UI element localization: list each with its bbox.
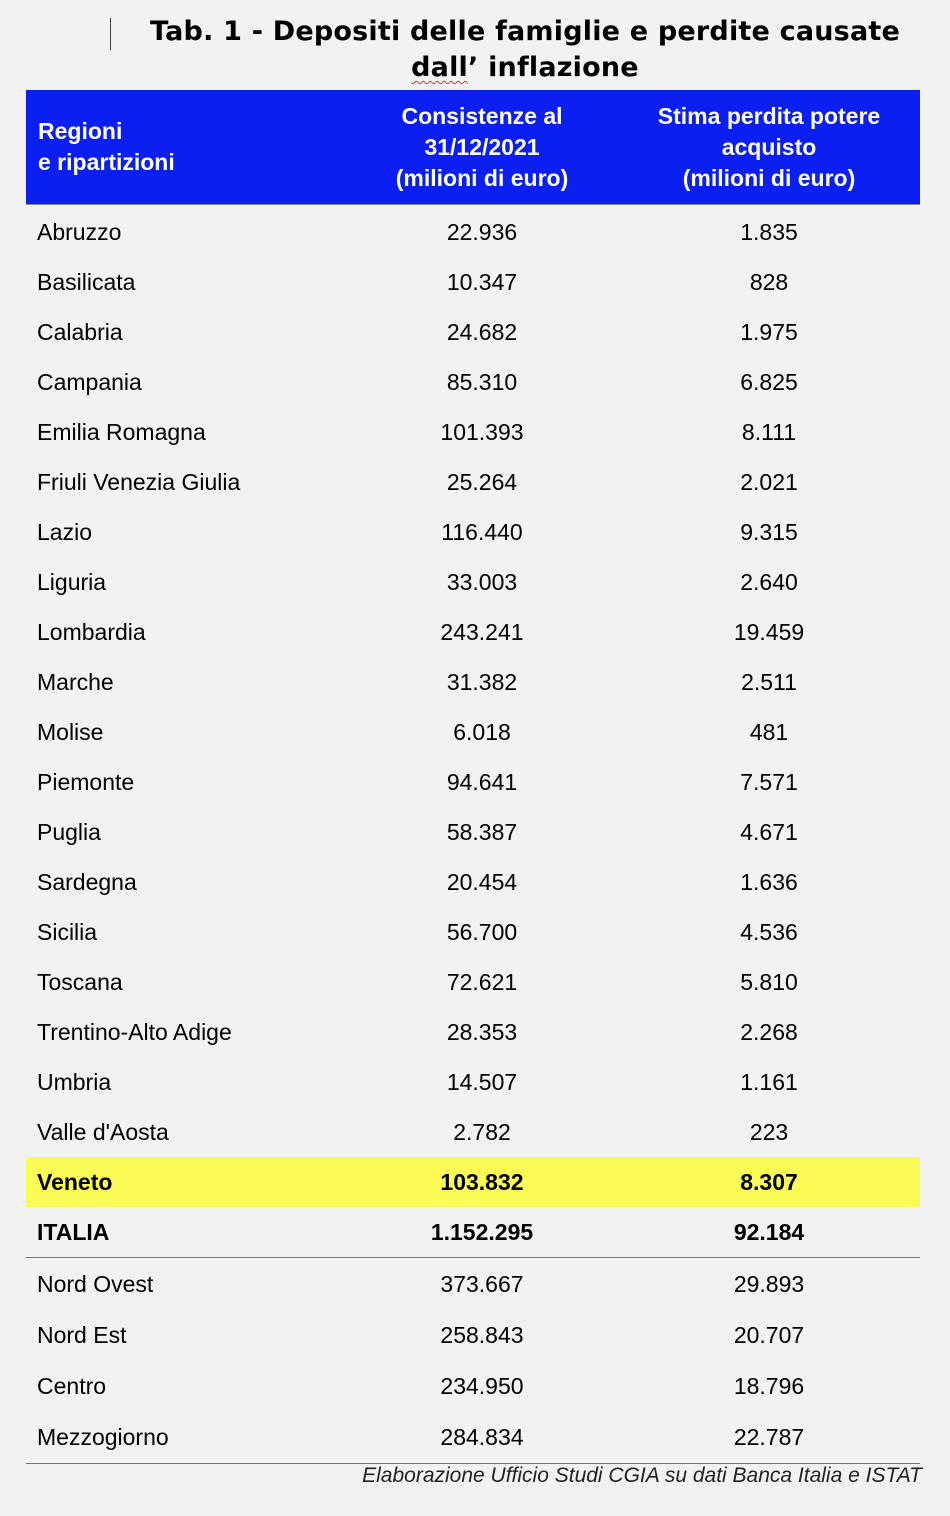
depositi-value: 14.507 — [446, 1068, 518, 1095]
table-row — [26, 307, 920, 357]
perdita-value: 1.975 — [740, 318, 798, 345]
table-row — [26, 557, 920, 607]
perdita-value: 6.825 — [740, 368, 798, 395]
perdita-value: 8.111 — [741, 418, 797, 445]
table-row — [26, 607, 920, 657]
region-name: Molise — [37, 718, 104, 745]
depositi-value: 58.387 — [446, 818, 518, 845]
perdita-value: 2.021 — [740, 468, 798, 495]
table-row — [26, 957, 920, 1007]
table-header — [26, 90, 920, 204]
perdita-value: 18.796 — [733, 1373, 805, 1399]
perdita-value: 4.536 — [740, 918, 798, 945]
perdita-value: 1.835 — [740, 218, 798, 245]
depositi-value: 20.454 — [446, 868, 518, 895]
region-name: Valle d'Aosta — [37, 1118, 169, 1145]
perdita-value: 828 — [749, 268, 789, 295]
area-rows — [26, 1258, 920, 1464]
table-row — [26, 257, 920, 307]
table-row — [26, 1107, 920, 1157]
depositi-value: 24.682 — [446, 318, 518, 345]
table-row — [26, 207, 920, 257]
depositi-value: 101.393 — [440, 418, 524, 445]
depositi-value: 31.382 — [446, 668, 518, 695]
region-name: Umbria — [37, 1068, 112, 1095]
table-row — [26, 357, 920, 407]
source-note: Elaborazione Ufficio Studi CGIA su dati Banca Italia e ISTAT — [362, 1464, 922, 1487]
region-name: Calabria — [37, 318, 123, 345]
depositi-value: 373.667 — [440, 1271, 524, 1297]
perdita-value: 7.571 — [740, 768, 798, 795]
perdita-value: 1.161 — [740, 1068, 798, 1095]
perdita-value: 9.315 — [740, 518, 798, 545]
perdita-value: 92.184 — [733, 1218, 805, 1245]
table-row — [26, 1057, 920, 1107]
perdita-value: 223 — [749, 1118, 789, 1145]
table-row — [26, 757, 920, 807]
table-row — [26, 1361, 920, 1412]
region-name: Veneto — [37, 1168, 113, 1195]
title-line-1: Tab. 1 - Depositi delle famiglie e perdite causate — [149, 16, 900, 47]
header-stima-line: acquisto — [721, 133, 817, 160]
region-name: Centro — [37, 1373, 107, 1399]
region-name: Sicilia — [37, 918, 98, 945]
table-row — [26, 407, 920, 457]
region-name: Marche — [37, 668, 114, 695]
region-name: Trentino-Alto Adige — [37, 1018, 232, 1045]
perdita-value: 22.787 — [733, 1424, 805, 1450]
table-row — [26, 507, 920, 557]
table-row — [26, 907, 920, 957]
header-consistenze-line: 31/12/2021 — [424, 133, 540, 160]
depositi-value: 1.152.295 — [430, 1218, 534, 1245]
perdita-value: 29.893 — [733, 1271, 805, 1297]
perdita-value: 2.268 — [740, 1018, 798, 1045]
perdita-value: 1.636 — [740, 868, 798, 895]
depositi-value: 103.832 — [440, 1168, 524, 1195]
region-name: Lazio — [37, 518, 92, 545]
table-row — [26, 1007, 920, 1057]
region-name: Basilicata — [37, 268, 136, 295]
table-row — [26, 857, 920, 907]
perdita-value: 2.511 — [741, 668, 797, 695]
perdita-value: 19.459 — [733, 618, 805, 645]
region-name: Lombardia — [37, 618, 146, 645]
title-line-2 — [110, 50, 940, 86]
region-name: Mezzogiorno — [37, 1424, 169, 1450]
depositi-value: 56.700 — [446, 918, 518, 945]
region-rows — [26, 204, 920, 1157]
region-name: Piemonte — [37, 768, 135, 795]
depositi-value: 243.241 — [440, 618, 524, 645]
spellcheck-underline: dall — [411, 52, 469, 83]
region-name: Nord Ovest — [37, 1271, 154, 1297]
depositi-value: 33.003 — [446, 568, 518, 595]
depositi-value: 234.950 — [440, 1373, 524, 1399]
table-row-italia — [26, 1207, 920, 1258]
region-name: ITALIA — [37, 1218, 110, 1245]
depositi-value: 72.621 — [446, 968, 518, 995]
table-row — [26, 1259, 920, 1310]
depositi-value: 116.440 — [441, 518, 523, 545]
region-name: Campania — [37, 368, 142, 395]
table-row — [26, 1412, 920, 1463]
depositi-value: 10.347 — [446, 268, 518, 295]
region-name: Emilia Romagna — [37, 418, 206, 445]
table-title — [110, 14, 940, 86]
header-stima-perdita — [618, 101, 920, 194]
header-stima-line: Stima perdita potere — [657, 102, 881, 129]
table-row — [26, 707, 920, 757]
deposits-table — [26, 90, 920, 1464]
text-cursor — [110, 18, 111, 50]
header-regioni-line: Regioni — [38, 118, 123, 144]
region-name: Sardegna — [37, 868, 137, 895]
depositi-value: 284.834 — [440, 1424, 524, 1450]
title-line-2-rest: ’ inflazione — [468, 52, 639, 83]
perdita-value: 20.707 — [733, 1322, 805, 1348]
table-row — [26, 457, 920, 507]
perdita-value: 481 — [749, 718, 789, 745]
depositi-value: 258.843 — [440, 1322, 524, 1348]
depositi-value: 25.264 — [446, 468, 518, 495]
region-name: Puglia — [37, 818, 101, 845]
depositi-value: 85.310 — [446, 368, 518, 395]
perdita-value: 2.640 — [740, 568, 798, 595]
perdita-value: 4.671 — [740, 818, 798, 845]
header-regioni-line: e ripartizioni — [38, 149, 175, 175]
table-row — [26, 807, 920, 857]
table-row — [26, 1310, 920, 1361]
depositi-value: 2.782 — [453, 1118, 511, 1145]
depositi-value: 6.018 — [453, 718, 511, 745]
table-row — [26, 657, 920, 707]
depositi-value: 22.936 — [446, 218, 518, 245]
region-name: Liguria — [37, 568, 107, 595]
region-name: Friuli Venezia Giulia — [37, 468, 241, 495]
header-stima-line: (milioni di euro) — [682, 164, 856, 191]
region-name: Abruzzo — [37, 218, 122, 245]
region-name: Nord Est — [37, 1322, 127, 1348]
region-name: Toscana — [37, 968, 123, 995]
header-consistenze-line: Consistenze al — [401, 102, 563, 129]
depositi-value: 94.641 — [446, 768, 518, 795]
header-consistenze-line: (milioni di euro) — [395, 164, 569, 191]
perdita-value: 8.307 — [740, 1168, 798, 1195]
table-row-veneto — [26, 1157, 920, 1207]
header-consistenze — [346, 101, 618, 194]
depositi-value: 28.353 — [446, 1018, 518, 1045]
perdita-value: 5.810 — [740, 968, 798, 995]
header-regioni — [26, 116, 346, 178]
